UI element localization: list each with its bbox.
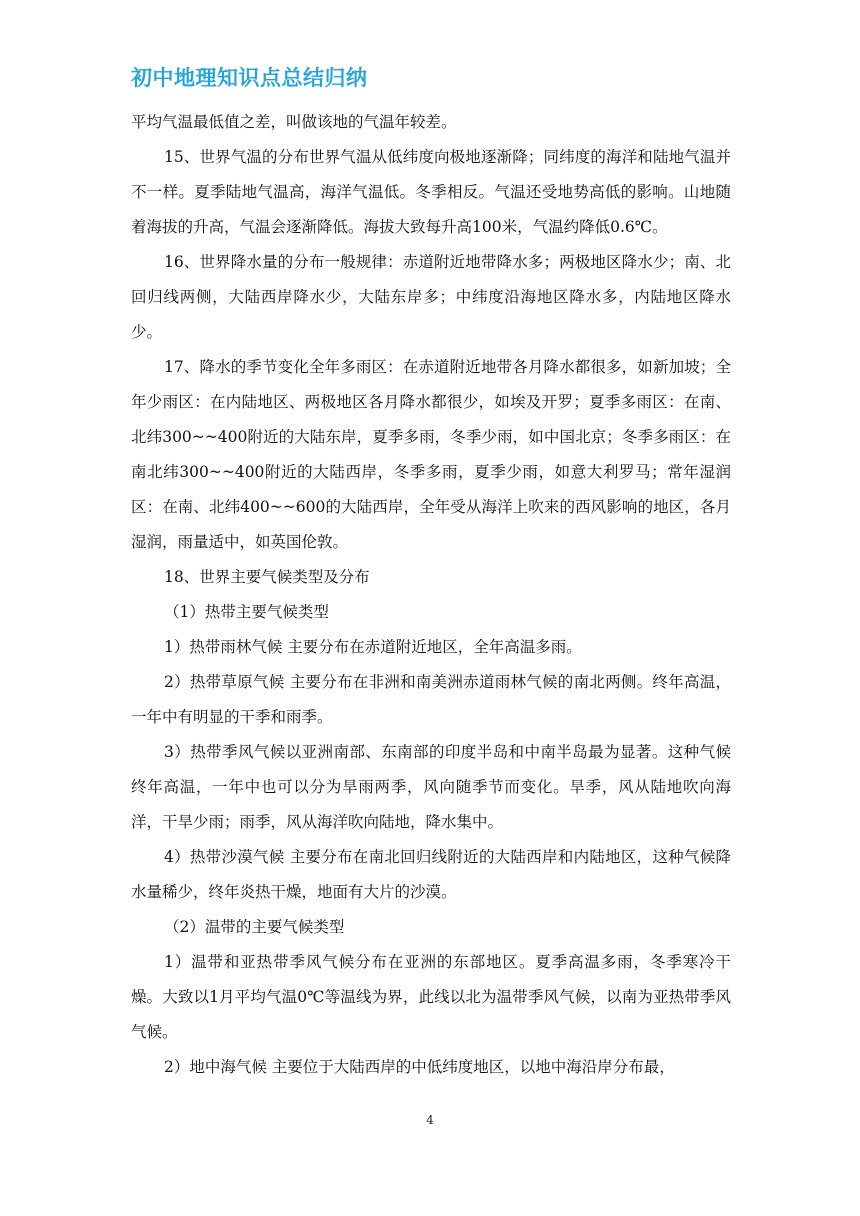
paragraph: 2）热带草原气候 主要分布在非洲和南美洲赤道雨林气候的南北两侧。终年高温，一年中有明显的干季和雨季。 [131,673,731,726]
paragraph: 15、世界气温的分布世界气温从低纬度向极地逐渐降；同纬度的海洋和陆地气温并不一样。夏季陆地气温高，海洋气温低。冬季相反。气温还受地势高低的影响。山地随着海拔的升高，气温会逐渐降低。海拔大致每升高100米，气温约降低0.6℃。 [131,148,731,236]
paragraph: 1）热带雨林气候 主要分布在赤道附近地区，全年高温多雨。 [164,638,582,656]
paragraph: 平均气温最低值之差，叫做该地的气温年较差。 [131,113,457,131]
subsection-heading: （2）温带的主要气候类型 [164,918,345,936]
page-number: 4 [426,1113,434,1127]
paragraph: 2）地中海气候 主要位于大陆西岸的中低纬度地区，以地中海沿岸分布最， [164,1058,675,1076]
section-heading: 18、世界主要气候类型及分布 [164,568,370,586]
document-body [131,105,731,1085]
paragraph: 4）热带沙漠气候 主要分布在南北回归线附近的大陆西岸和内陆地区，这种气候降水量稀少，终年炎热干燥，地面有大片的沙漠。 [131,848,731,901]
paragraph: 3）热带季风气候以亚洲南部、东南部的印度半岛和中南半岛最为显著。这种气候终年高温，一年中也可以分为旱雨两季，风向随季节而变化。旱季，风从陆地吹向海洋，干旱少雨；雨季，风从海洋吹向陆地，降水集中。 [131,743,731,831]
paragraph: 1）温带和亚热带季风气候分布在亚洲的东部地区。夏季高温多雨，冬季寒冷干燥。大致以1月平均气温0℃等温线为界，此线以北为温带季风气候，以南为亚热带季风气候。 [131,953,731,1041]
paragraph: 17、降水的季节变化全年多雨区：在赤道附近地带各月降水都很多，如新加坡；全年少雨区：在内陆地区、两极地区各月降水都很少，如埃及开罗；夏季多雨区：在南、北纬300~~400附近的大陆东岸，夏季多雨，冬季少雨，如中国北京；冬季多雨区：在南北纬300~~400附近的大陆西岸，冬季多雨，夏季少雨，如意大利罗马；常年湿润区：在南、北纬400~~600的大陆西岸，全年受从海洋上吹来的西风影响的地区，各月湿润，雨量适中，如英国伦敦。 [131,358,731,551]
subsection-heading: （1）热带主要气候类型 [164,603,329,621]
document-header-title: 初中地理知识点总结归纳 [131,66,368,90]
paragraph: 16、世界降水量的分布一般规律：赤道附近地带降水多；两极地区降水少；南、北回归线两侧，大陆西岸降水少，大陆东岸多；中纬度沿海地区降水多，内陆地区降水少。 [131,253,731,341]
